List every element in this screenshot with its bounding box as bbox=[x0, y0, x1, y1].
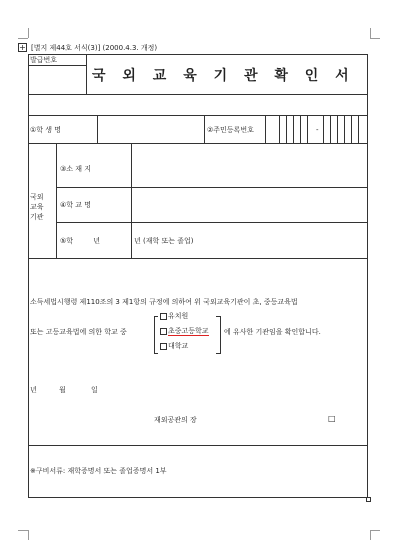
checkbox-k12-school[interactable] bbox=[160, 328, 167, 335]
grade-label: ⑤학 년 bbox=[60, 237, 101, 245]
crop-mark-top-right-v bbox=[370, 28, 371, 38]
seal-box[interactable]: □ bbox=[328, 414, 336, 423]
signature-label: 재외공관의 장 bbox=[154, 416, 197, 424]
option-bracket-left-v bbox=[154, 316, 155, 354]
ssn-digit-cell bbox=[351, 115, 352, 143]
date-day: 일 bbox=[91, 386, 98, 394]
ssn-digit-cell bbox=[286, 115, 287, 143]
row-divider-5 bbox=[28, 445, 368, 446]
institution-group-label: 국외 교육 기관 bbox=[30, 193, 44, 221]
student-name-label: ①학 생 명 bbox=[30, 126, 62, 134]
form-title: 국 외 교 육 기 관 확 인 서 bbox=[92, 68, 355, 84]
ssn-digit-cell bbox=[300, 115, 301, 143]
resident-no-label: ②주민등록번호 bbox=[207, 126, 254, 134]
checkbox-university[interactable] bbox=[160, 343, 167, 350]
ssn-digit-cell bbox=[330, 115, 331, 143]
option-bracket-right-top bbox=[216, 316, 220, 317]
option-k12-school[interactable] bbox=[160, 327, 209, 336]
ssn-digit-cell bbox=[337, 115, 338, 143]
option-university[interactable] bbox=[160, 342, 188, 351]
resident-no-dash: - bbox=[316, 126, 319, 134]
ssn-digit-cell bbox=[323, 115, 324, 143]
ssn-digit-cell bbox=[344, 115, 345, 143]
option-kindergarten-label: 유치원 bbox=[168, 312, 189, 320]
crop-mark-bottom-left-v bbox=[28, 530, 29, 540]
school-name-label: ④학 교 명 bbox=[60, 201, 92, 209]
resident-label-divider-left bbox=[204, 115, 205, 143]
statement-line-1: 소득세법시행령 제110조의 3 제1항의 규정에 의하여 위 국외교육기관이 초, 중등교육법 bbox=[30, 298, 298, 306]
address-label: ③소 재 지 bbox=[60, 165, 92, 173]
statement-line-2-prefix: 또는 고등교육법에 의한 학교 중 bbox=[30, 328, 127, 336]
crop-mark-bottom-left-h bbox=[18, 530, 28, 531]
table-move-handle[interactable]: + bbox=[19, 43, 26, 52]
option-bracket-right-v bbox=[220, 316, 221, 354]
issue-no-box-right bbox=[86, 54, 87, 94]
crop-mark-top-left-v bbox=[28, 28, 29, 38]
crop-mark-bottom-right-h bbox=[370, 530, 380, 531]
crop-mark-bottom-right-v bbox=[370, 530, 371, 540]
option-university-label: 대학교 bbox=[168, 342, 189, 350]
option-k12-school-label: 초중고등학교 bbox=[168, 327, 209, 335]
ssn-digit-cell bbox=[307, 115, 308, 143]
table-resize-handle[interactable] bbox=[366, 497, 371, 502]
school-name-field[interactable] bbox=[132, 188, 367, 222]
crop-mark-top-right-h bbox=[370, 38, 380, 39]
date-year: 년 bbox=[30, 386, 37, 394]
ssn-digit-cell bbox=[293, 115, 294, 143]
form-caption: [별지 제44호 서식(3)] (2000.4.3. 개정) bbox=[31, 44, 158, 52]
checkbox-kindergarten[interactable] bbox=[160, 313, 167, 320]
row-divider-4 bbox=[28, 258, 368, 259]
student-name-field[interactable] bbox=[98, 116, 204, 142]
ssn-digit-cell bbox=[358, 115, 359, 143]
grade-value[interactable]: 년 (재학 또는 졸업) bbox=[134, 237, 194, 245]
issue-no-box-bottom bbox=[28, 65, 86, 66]
attachment-note: ※구비서류: 재학증명서 또는 졸업증명서 1부 bbox=[30, 467, 167, 475]
option-bracket-left-top bbox=[154, 316, 158, 317]
ssn-digit-cell bbox=[279, 115, 280, 143]
address-field[interactable] bbox=[132, 144, 367, 187]
issue-no-label: 발급번호 bbox=[30, 56, 58, 64]
crop-mark-top-left-h bbox=[18, 38, 28, 39]
institution-row-divider-2 bbox=[56, 222, 368, 223]
option-bracket-right-bottom bbox=[216, 353, 220, 354]
row-divider-1 bbox=[28, 94, 368, 95]
date-month: 월 bbox=[59, 386, 66, 394]
option-kindergarten[interactable] bbox=[160, 312, 188, 321]
institution-group-divider bbox=[56, 143, 57, 258]
option-bracket-left-bottom bbox=[154, 353, 158, 354]
statement-line-2-suffix: 에 유사한 기관임을 확인합니다. bbox=[224, 328, 321, 336]
